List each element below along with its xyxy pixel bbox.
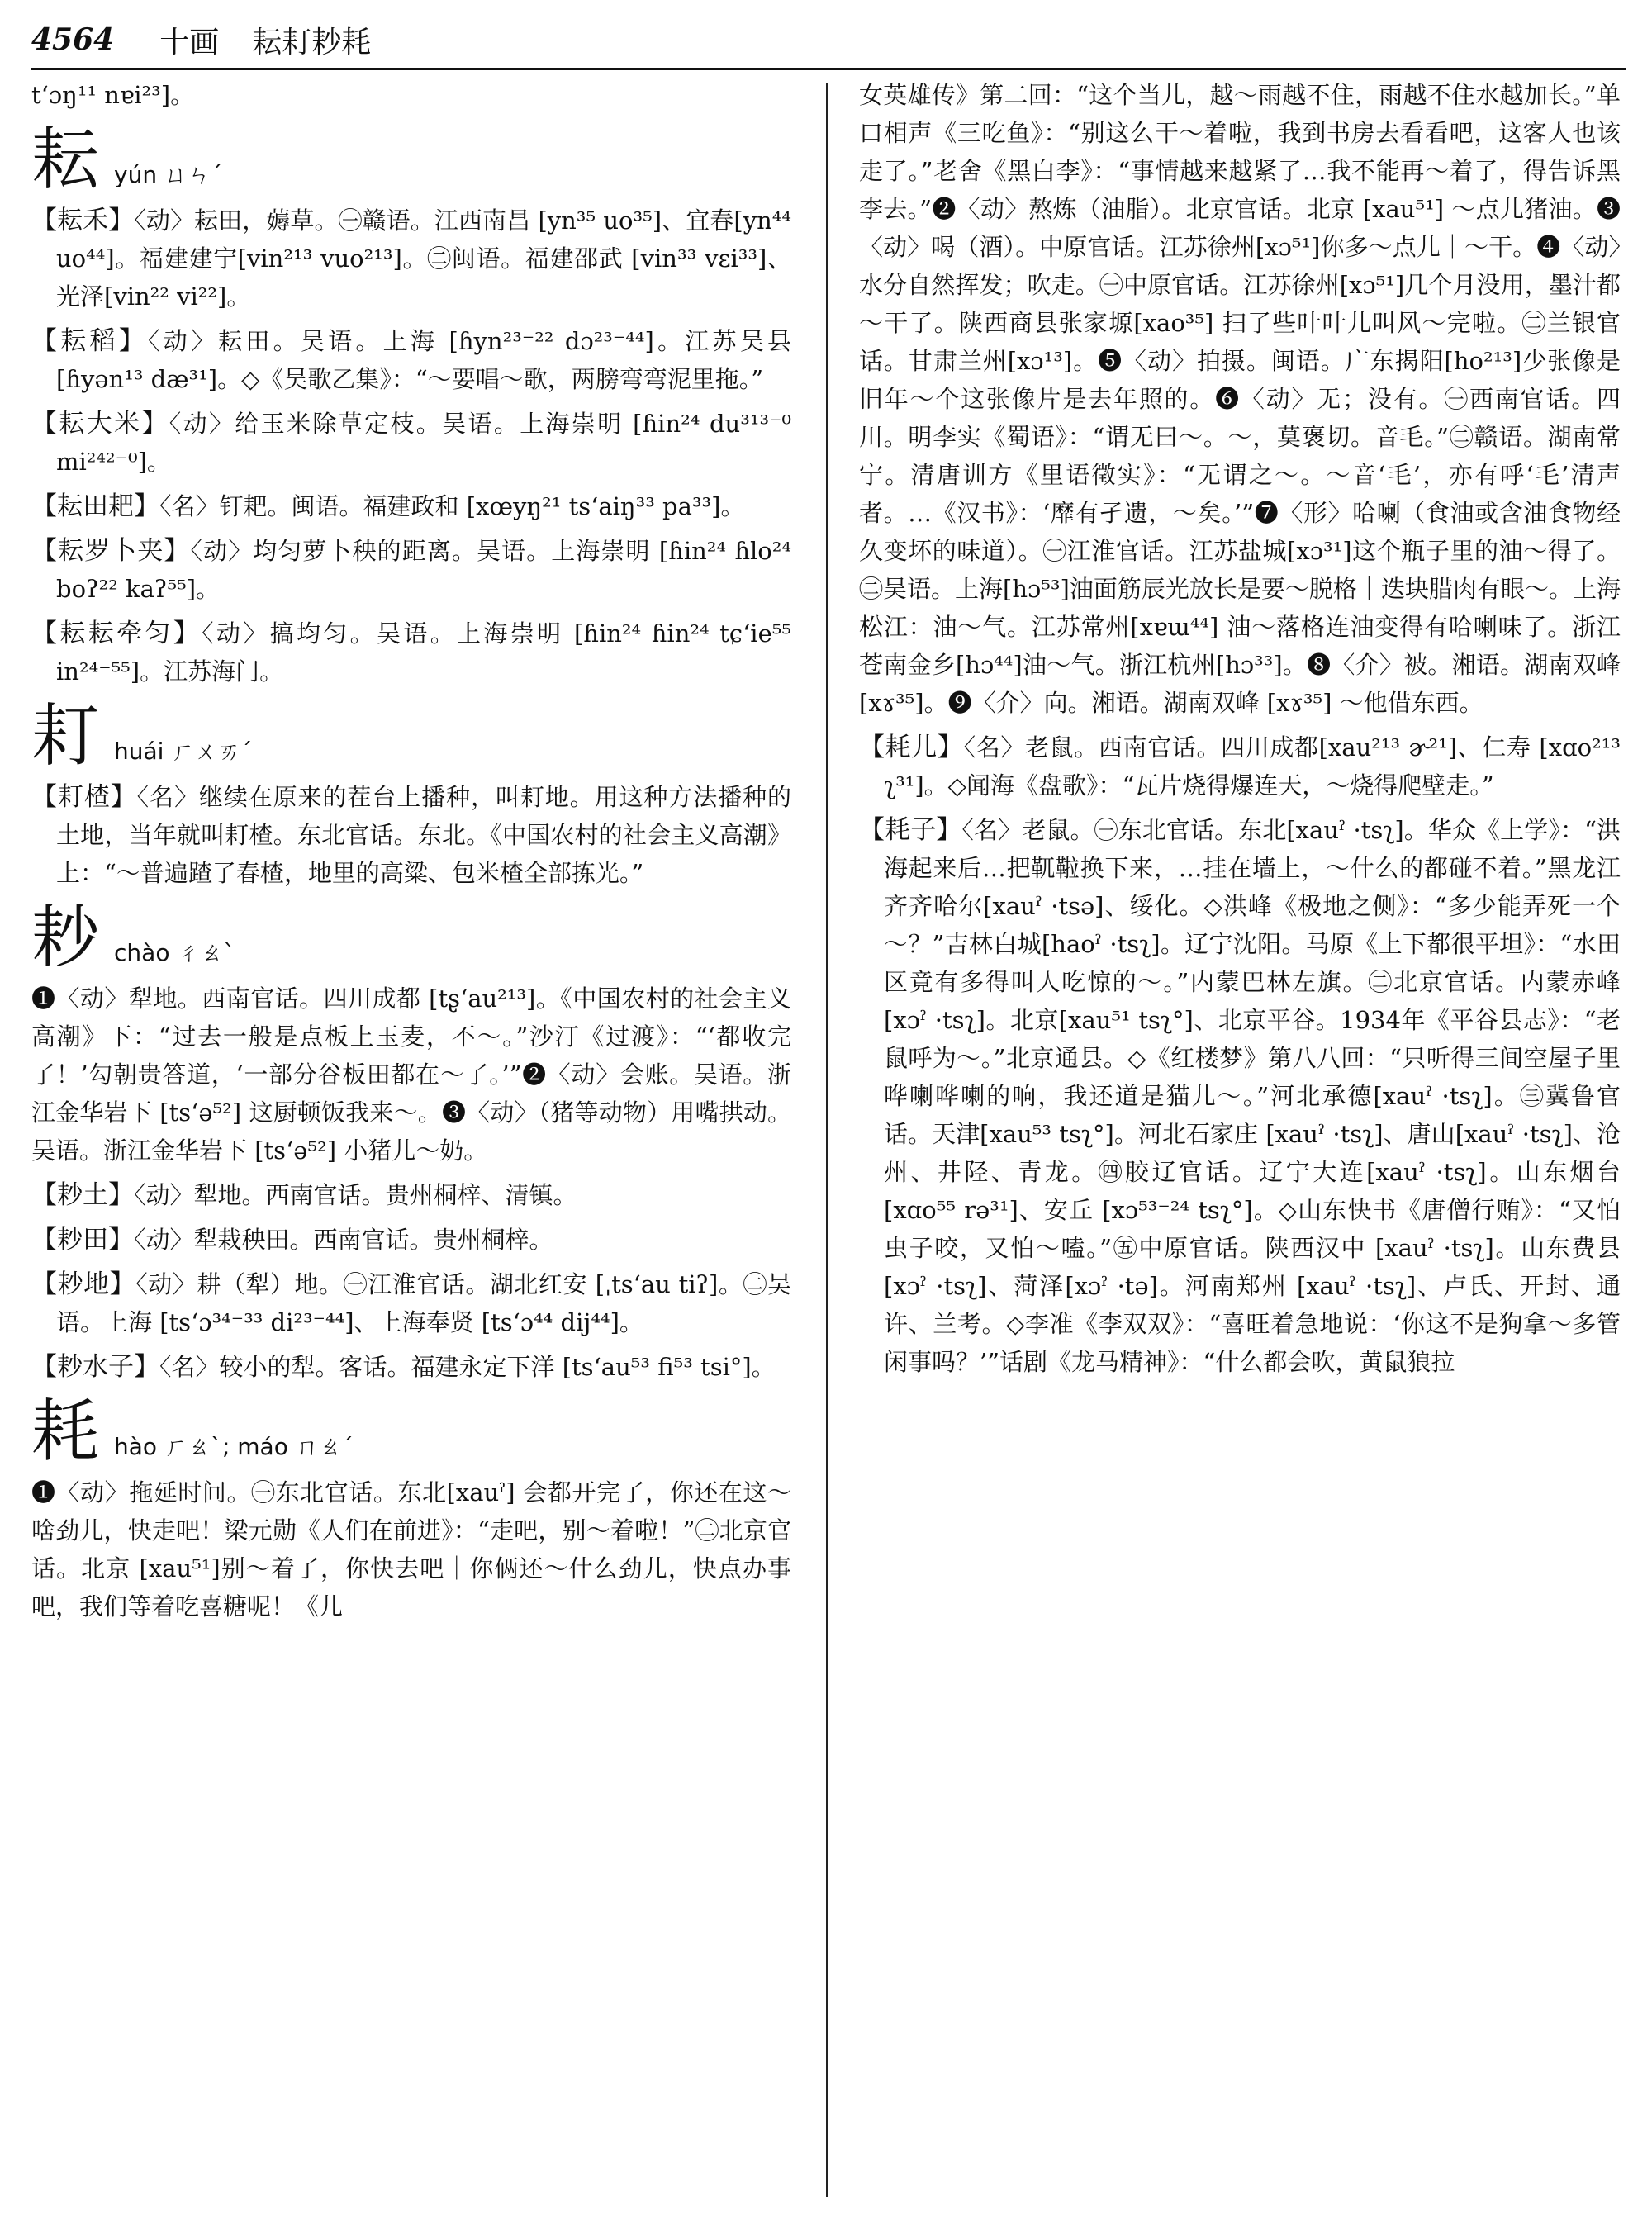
entry-term: 【耖水子】: [31, 1352, 159, 1382]
headword-character: 耘: [31, 121, 100, 199]
entry-term: 【耖地】: [31, 1269, 136, 1299]
headword-block: [31, 1393, 791, 1472]
headword-pinyin: yún ㄩㄣˊ: [114, 161, 222, 188]
section-label: 十画: [159, 25, 220, 59]
entry-term: 【耘耘牵匀】: [31, 619, 202, 648]
entry-definition: 〈动〉犁栽秧田。西南官话。贵州桐梓。: [134, 1226, 553, 1254]
headword-character: 耗: [31, 1393, 100, 1471]
entry-definition: 〈动〉耕（犁）地。㊀江淮官话。湖北红安 [ˌts‘au tiʔ]。㊁吴语。上海 [ts‘ɔ³⁴⁻³³ di²³⁻⁴⁴]、上海奉贤 [ts‘ɔ⁴⁴ dij⁴⁴]。: [56, 1270, 791, 1336]
entry-term: 【耘罗卜夹】: [31, 536, 191, 566]
headword-pinyin: hào ㄏㄠˋ; máo ㄇㄠˊ: [114, 1433, 354, 1460]
entry-term: 【耗儿】: [859, 733, 964, 762]
dictionary-entry: [31, 1176, 791, 1214]
entry-term: 【耘稻】: [31, 326, 148, 356]
headword-block: [31, 697, 791, 776]
entry-term: 【耗子】: [859, 815, 962, 845]
entry-term: 【耘禾】: [31, 206, 135, 235]
dictionary-entry: [859, 811, 1621, 1381]
entry-term: 【耘田耙】: [31, 491, 159, 521]
column-divider: [826, 83, 828, 2197]
entry-term: 【耖土】: [31, 1180, 134, 1210]
continued-text: 女英雄传》第二回：“这个当儿，越～雨越不住，雨越不住水越加长。”单口相声《三吃鱼》：“别这么干～着啦，我到书房去看看吧，这客人也该走了。”老舍《黑白李》：“事情越来越紧了…我不能再～着了，得告诉黑李去。”❷〈动〉熬炼（油脂）。北京官话。北京 [xau⁵¹] ～点儿猪油。❸〈动〉喝（酒）。中原官话。江苏徐州[xɔ⁵¹]你多～点儿｜～干。❹〈动〉水分自然挥发；吹走。㊀中原官话。江苏徐州[xɔ⁵¹]几个月没用，墨汁都～干了。陕西商县张家塬[xao³⁵] 扫了些叶叶儿叫风～完啦。㊁兰银官话。甘肃兰州[xɔ¹³]。❺〈动〉拍摄。闽语。广东揭阳[ho²¹³]少张像是旧年～个这张像片是去年照的。❻〈动〉无；没有。㊀西南官话。四川。明李实《蜀语》：“谓无曰～。～，莫褒切。音毛。”㊁赣语。湖南常宁。清唐训方《里语徵实》：“无谓之～。～音‘毛’，亦有呼‘毛’清声者。…《汉书》：‘靡有孑遗，～矣。’”❼〈形〉哈喇（食油或含油食物经久变坏的味道）。㊀江淮官话。江苏盐城[xɔ³¹]这个瓶子里的油～得了。㊁吴语。上海[hɔ⁵³]油面筋辰光放长是要～脱格｜迭块腊肉有眼～。上海松江：油～气。江苏常州[xɐɯ⁴⁴] 油～落格连油变得有哈喇味了。浙江苍南金乡[hɔ⁴⁴]油～气。浙江杭州[hɔ³³]。❽〈介〉被。湘语。湖南双峰[xɤ³⁵]。❾〈介〉向。湘语。湖南双峰 [xɤ³⁵] ～他借东西。: [859, 81, 1621, 717]
dictionary-entry: [31, 405, 791, 481]
entry-definition: 〈动〉给玉米除草定枝。吴语。上海崇明 [ɦin²⁴ du³¹³⁻⁰ mi²⁴²⁻⁰]。: [56, 410, 791, 476]
continued-text: t‘ɔŋ¹¹ nɐi²³]。: [31, 81, 195, 109]
headword-pinyin: huái ㄏㄨㄞˊ: [114, 738, 253, 765]
entry-definition: 〈名〉钉耙。闽语。福建政和 [xœyŋ²¹ ts‘aiŋ³³ pa³³]。: [159, 492, 745, 520]
dictionary-entry: [31, 322, 791, 398]
dictionary-entry: [31, 1265, 791, 1341]
entry-definition: 〈名〉继续在原来的茬台上播种，叫耓地。用这种方法播种的土地，当年就叫耓楂。东北官话。东北。《中国农村的社会主义高潮》上：“～普遍蹅了春楂，地里的高粱、包米楂全部拣光。”: [56, 783, 791, 887]
entry-term: 【耖田】: [31, 1225, 134, 1255]
entry-definition: 〈动〉均匀萝卜秧的距离。吴语。上海崇明 [ɦin²⁴ ɦlo²⁴ boʔ²² kaʔ⁵⁵]。: [56, 537, 791, 603]
page-header: [31, 15, 1626, 64]
dictionary-entry: [31, 1221, 791, 1259]
page-number: 4564: [31, 22, 115, 57]
headword-character: 耓: [31, 697, 100, 776]
dictionary-entry: [859, 728, 1621, 804]
headword-block: [31, 121, 791, 200]
dictionary-entry: [31, 487, 791, 525]
page-headwords: 耘耓耖耗: [252, 25, 372, 59]
headword-character: 耖: [31, 899, 100, 977]
entry-definition: 〈动〉搞均匀。吴语。上海崇明 [ɦin²⁴ ɦin²⁴ tɕ‘ie⁵⁵ in²⁴⁻⁵⁵]。江苏海门。: [56, 619, 791, 686]
definition-text: ❶〈动〉拖延时间。㊀东北官话。东北[xauˀ] 会都开完了，你还在这～啥劲儿，快走吧！梁元勋《人们在前进》：“走吧，别～着啦！”㊁北京官话。北京 [xau⁵¹]别～着了，你快去吧｜你俩还～什么劲儿，快点办事吧，我们等着吃喜糖呢！《儿: [31, 1478, 791, 1620]
dictionary-entry: [31, 778, 791, 892]
entry-definition: 〈名〉老鼠。西南官话。四川成都[xau²¹³ ɚ²¹]、仁寿 [xɑo²¹³ ʅ³¹]。◇闻海《盘歌》：“瓦片烧得爆连天，～烧得爬壁走。”: [884, 733, 1621, 799]
headword-block: [31, 899, 791, 978]
entry-definition: 〈动〉耘田。吴语。上海 [ɦyn²³⁻²² dɔ²³⁻⁴⁴]。江苏吴县[ɦyən¹³ dæ³¹]。◇《吴歌乙集》：“～要唱～歌，两膀弯弯泥里拖。”: [56, 327, 791, 393]
dictionary-entry: [31, 202, 791, 316]
dictionary-entry: [31, 614, 791, 690]
entry-term: 【耘大米】: [31, 409, 169, 439]
headword-pinyin: chào ㄔㄠˋ: [114, 939, 235, 966]
entry-term: 【耓楂】: [31, 782, 137, 812]
entry-definition: 〈动〉犁地。西南官话。贵州桐梓、清镇。: [134, 1181, 577, 1209]
right-column: [859, 76, 1621, 2223]
entry-definition: 〈名〉较小的犁。客话。福建永定下洋 [ts‘au⁵³ fi⁵³ tsi°]。: [159, 1353, 776, 1381]
left-column: [31, 76, 791, 2223]
header-rule: [31, 68, 1626, 70]
entry-definition: 〈动〉耘田，薅草。㊀赣语。江西南昌 [yn³⁵ uo³⁵]、宜春[yn⁴⁴ uo⁴⁴]。福建建宁[vin²¹³ vuo²¹³]。㊁闽语。福建邵武 [vin³³ vɛi³³]、光泽[vin²² vi²²]。: [56, 206, 791, 311]
dictionary-entry: [31, 532, 791, 608]
dictionary-entry: [31, 1348, 791, 1386]
entry-definition: 〈名〉老鼠。㊀东北官话。东北[xauˀ ·tsʅ]。华众《上学》：“洪海起来后…把靰鞡换下来，…挂在墙上，～什么的都碰不着。”黑龙江齐齐哈尔[xauˀ ·tsə]、绥化。◇洪峰《极地之侧》：“多少能弄死一个～？”吉林白城[haoˀ ·tsʅ]。辽宁沈阳。马原《上下都很平坦》：“水田区竟有多得叫人吃惊的～。”内蒙巴林左旗。㊁北京官话。内蒙赤峰[xɔˀ ·tsʅ]。北京[xau⁵¹ tsʅ°]、北京平谷。1934年《平谷县志》：“老鼠呼为～。”北京通县。◇《红楼梦》第八八回：“只听得三间空屋子里哗喇哗喇的响，我还道是猫儿～。”河北承德[xauˀ ·tsʅ]。㊂冀鲁官话。天津[xau⁵³ tsʅ°]。河北石家庄 [xauˀ ·tsʅ]、唐山[xauˀ ·tsʅ]、沧州、井陉、青龙。㊃胶辽官话。辽宁大连[xauˀ ·tsʅ]。山东烟台[xɑo⁵⁵ rə³¹]、安丘 [xɔ⁵³⁻²⁴ tsʅ°]。◇山东快书《唐僧行贿》：“又怕虫子咬，又怕～嗑。”㊄中原官话。陕西汉中 [xauˀ ·tsʅ]。山东费县[xɔˀ ·tsʅ]、菏泽[xɔˀ ·tə]。河南郑州 [xauˀ ·tsʅ]、卢氏、开封、通许、兰考。◇李准《李双双》：“喜旺着急地说：‘你这不是狗拿～多管闲事吗？’”话剧《龙马精神》：“什么都会吹，黄鼠狼拉: [884, 816, 1621, 1376]
definition-text: ❶〈动〉犁地。西南官话。四川成都 [tʂ‘au²¹³]。《中国农村的社会主义高潮》下：“过去一般是点板上玉麦，不～。”沙汀《过渡》：“‘都收完了！’勾朝贵答道，‘一部分谷板田都在～了。’”❷〈动〉会账。吴语。浙江金华岩下 [ts‘ə⁵²] 这厨顿饭我来～。❸〈动〉（猪等动物）用嘴拱动。吴语。浙江金华岩下 [ts‘ə⁵²] 小猪儿～奶。: [31, 985, 791, 1165]
